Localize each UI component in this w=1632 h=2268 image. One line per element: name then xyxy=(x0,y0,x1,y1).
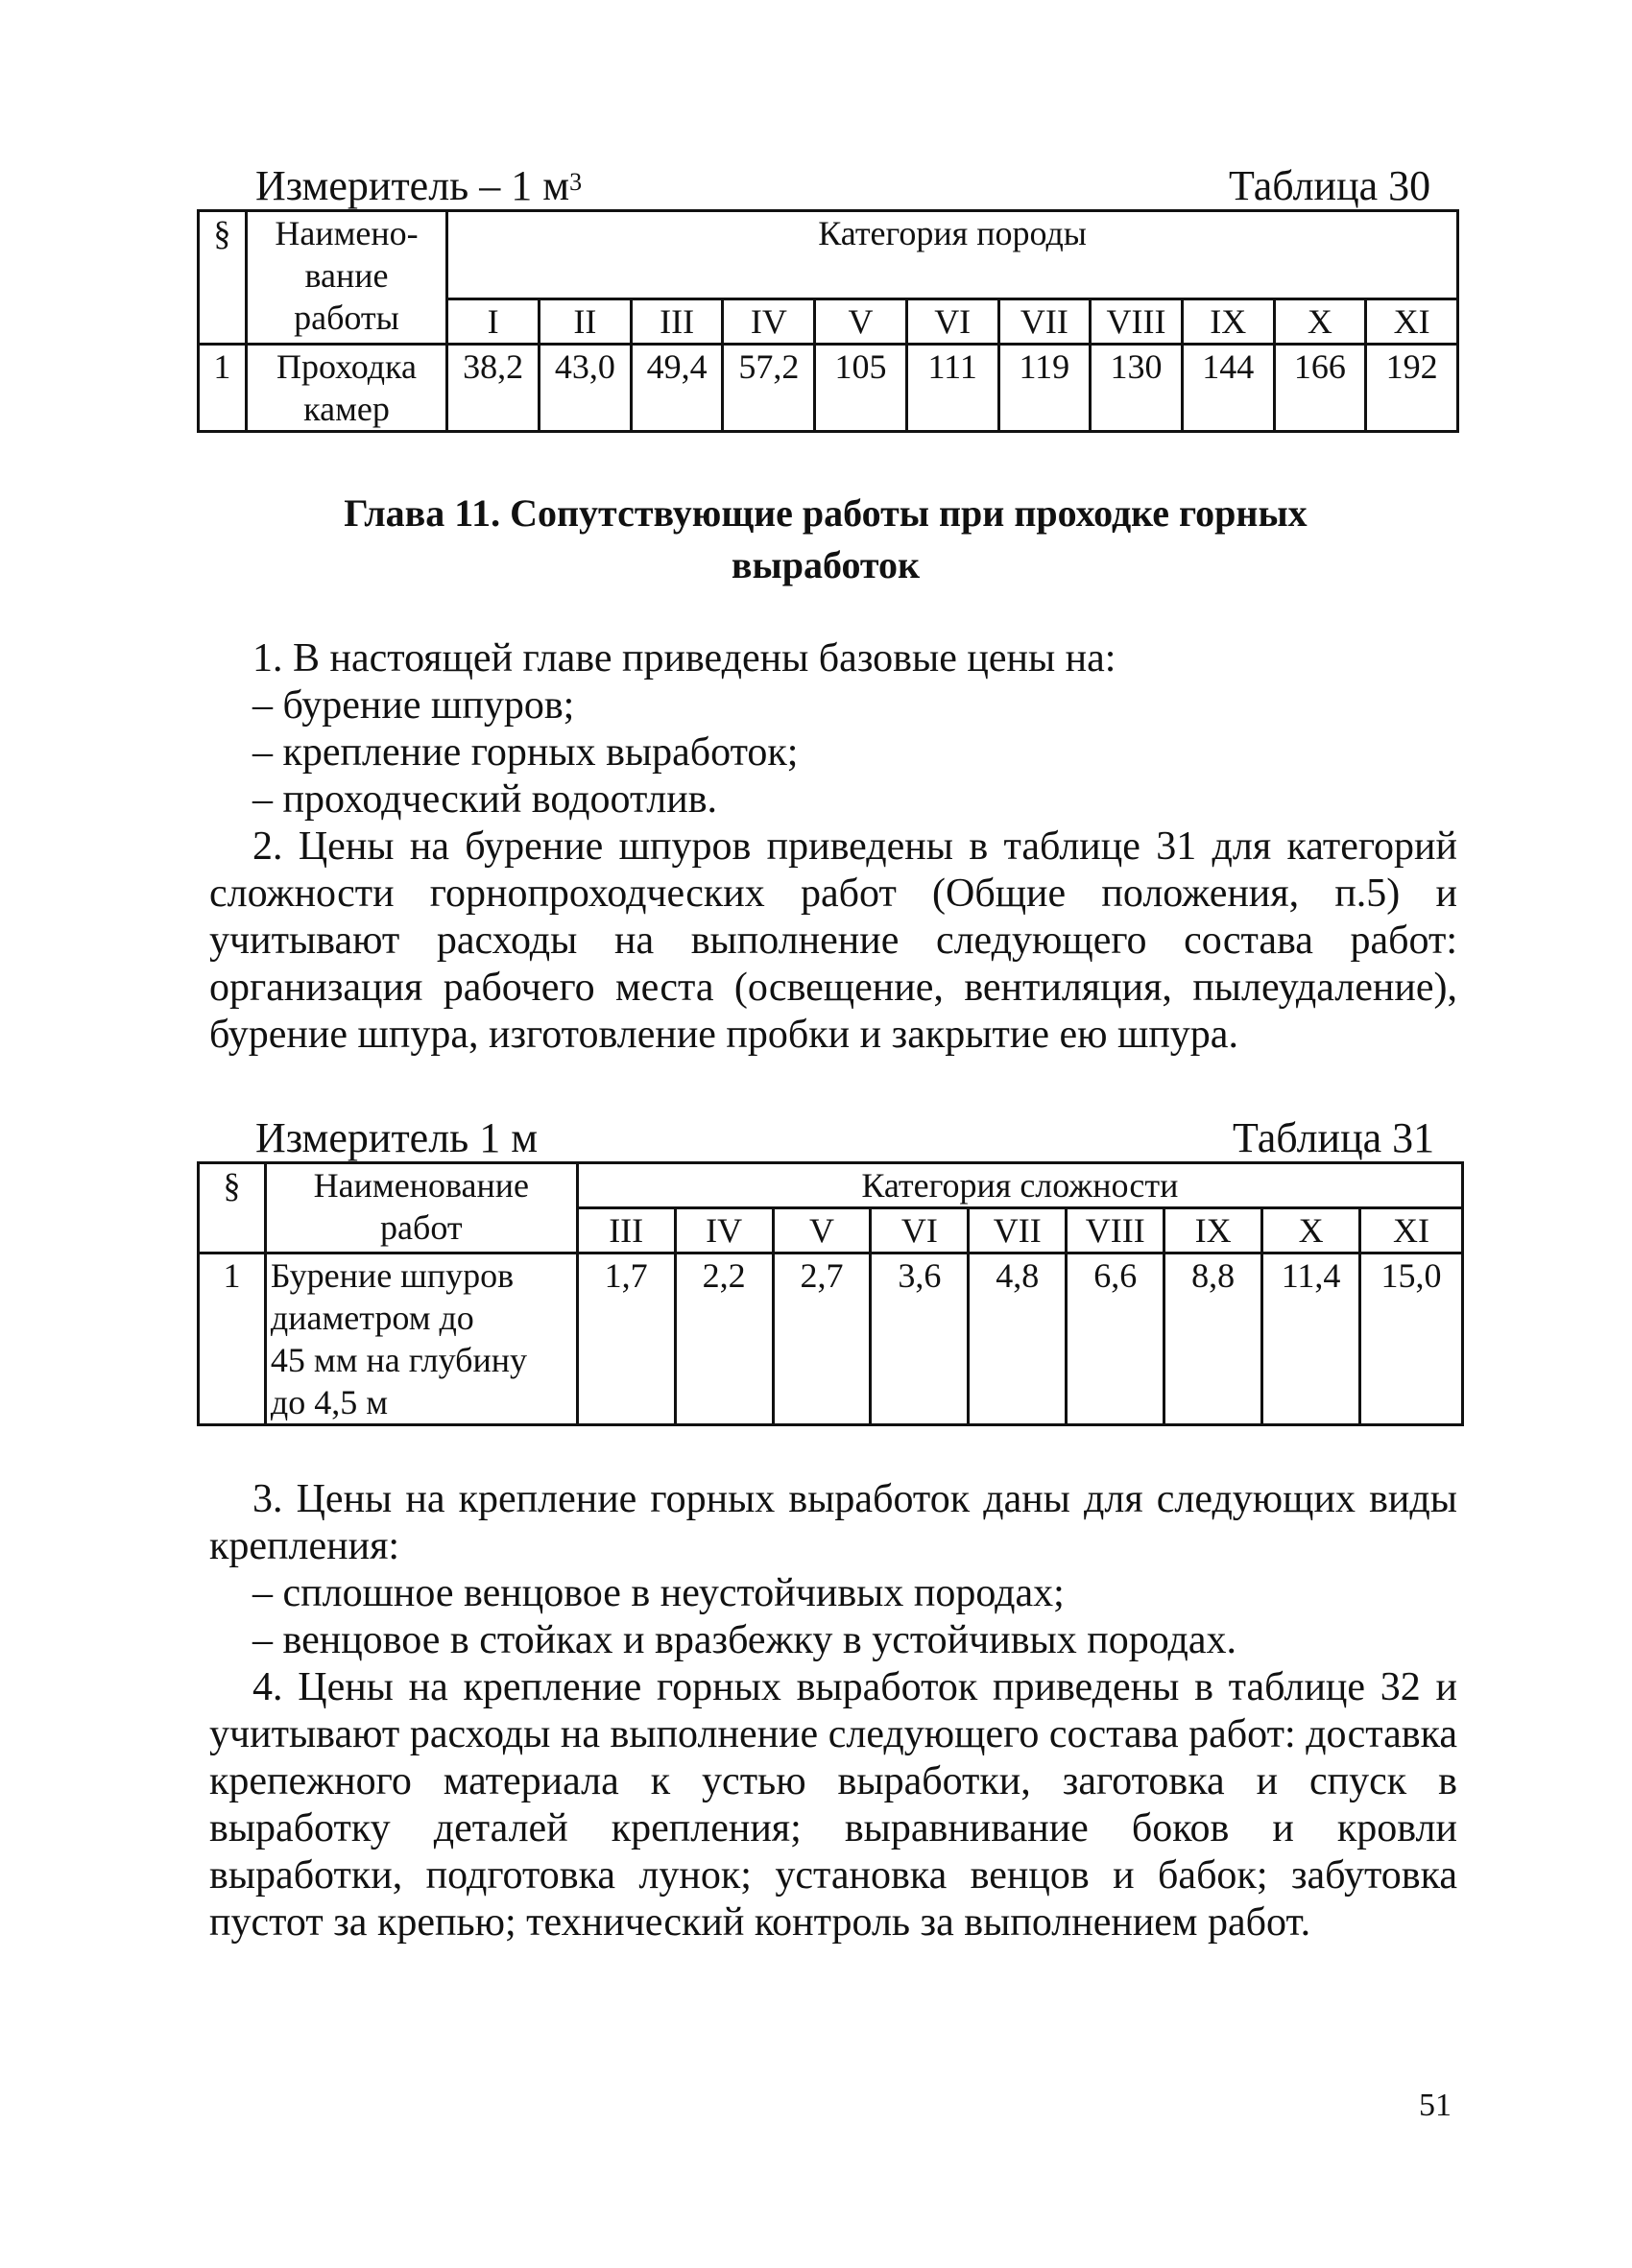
table31-value: 8,8 xyxy=(1164,1253,1262,1425)
table31-cat: VIII xyxy=(1067,1208,1164,1253)
table30-measure-text: Измеритель – 1 м xyxy=(255,162,570,209)
table30-cat: VIII xyxy=(1091,299,1183,345)
table31-label: Таблица 31 xyxy=(1233,1114,1435,1161)
section1-para2: 2. Цены на бурение шпуров приведены в таблице 31 для категорий сложности горнопроходческих работ (Общие положения, п.5) и учитывают расходы на выполнение следующего состава работ: организация рабочего места (освещение, вентиляция, пылеудаление), бурение шпура, изготовление пробки и закрытие ею шпура. xyxy=(209,824,1457,1057)
section2-item: – венцовое в стойках и вразбежку в устойчивых породах. xyxy=(252,1618,1237,1662)
table30-header-name-line3: работы xyxy=(294,298,399,337)
table30-value: 43,0 xyxy=(539,345,631,432)
table30-value: 49,4 xyxy=(631,345,723,432)
table31-cat: VII xyxy=(969,1208,1067,1253)
table30-row-name xyxy=(246,345,446,432)
section2-item: – сплошное венцовое в неустойчивых породах; xyxy=(252,1571,1065,1615)
table31-row-name-line1: Бурение шпуров xyxy=(270,1256,515,1295)
table31-cat: XI xyxy=(1360,1208,1463,1253)
table31-cat: III xyxy=(577,1208,675,1253)
table-row xyxy=(199,345,1458,432)
table30 xyxy=(197,209,1459,433)
section2-text xyxy=(209,1476,1457,1946)
table30-value: 144 xyxy=(1182,345,1274,432)
table31-cat: VI xyxy=(871,1208,969,1253)
table30-value: 57,2 xyxy=(723,345,815,432)
table31-cat: X xyxy=(1262,1208,1360,1253)
table31-header-num: § xyxy=(199,1163,266,1253)
table-row xyxy=(199,1253,1463,1425)
table30-cat: IV xyxy=(723,299,815,345)
table30-value: 166 xyxy=(1274,345,1366,432)
table31-header-name xyxy=(265,1163,577,1253)
table31-row-name-line2: диаметром до xyxy=(270,1299,474,1337)
table31-cat: IX xyxy=(1164,1208,1262,1253)
table30-cat: VII xyxy=(998,299,1091,345)
table31-value: 11,4 xyxy=(1262,1253,1360,1425)
table31-value: 3,6 xyxy=(871,1253,969,1425)
table31-cat: V xyxy=(773,1208,871,1253)
table30-cat: VI xyxy=(906,299,998,345)
table30-header-category: Категория породы xyxy=(447,211,1458,299)
table31-header-name-line1: Наименование xyxy=(313,1166,529,1205)
section1-item: – бурение шпуров; xyxy=(252,683,575,728)
table30-header-num: § xyxy=(199,211,247,345)
table30-measure xyxy=(255,161,582,211)
table30-value: 130 xyxy=(1091,345,1183,432)
table30-value: 105 xyxy=(815,345,907,432)
table30-value: 38,2 xyxy=(447,345,540,432)
table30-measure-sup: 3 xyxy=(569,168,583,196)
table30-cat: XI xyxy=(1366,299,1458,345)
table31-row-name xyxy=(265,1253,577,1425)
table31-header-name-line2: работ xyxy=(380,1208,463,1247)
table30-value: 192 xyxy=(1366,345,1458,432)
section1-intro: 1. В настоящей главе приведены базовые цены на: xyxy=(252,636,1116,680)
section1-item: – крепление горных выработок; xyxy=(252,730,799,775)
section2-para3: 3. Цены на крепление горных выработок даны для следующих виды крепления: xyxy=(209,1477,1457,1568)
page-number: 51 xyxy=(1419,2088,1452,2123)
table31-row-name-line4: до 4,5 м xyxy=(270,1383,389,1421)
table30-cat: IX xyxy=(1182,299,1274,345)
table30-value: 119 xyxy=(998,345,1091,432)
table30-row-num: 1 xyxy=(199,345,247,432)
table30-cat: III xyxy=(631,299,723,345)
table30-row-name-line1: Проходка xyxy=(276,347,417,386)
table30-value: 111 xyxy=(906,345,998,432)
table31-value: 2,7 xyxy=(773,1253,871,1425)
table30-cat: X xyxy=(1274,299,1366,345)
table31-measure: Измеритель 1 м xyxy=(255,1114,539,1161)
table31-value: 15,0 xyxy=(1360,1253,1463,1425)
table30-row-name-line2: камер xyxy=(303,390,390,428)
table31-value: 6,6 xyxy=(1067,1253,1164,1425)
table30-header-name-line2: вание xyxy=(304,256,389,295)
chapter-title xyxy=(211,488,1440,591)
table31-value: 2,2 xyxy=(675,1253,773,1425)
table30-label: Таблица 30 xyxy=(1229,162,1431,209)
chapter-title-line2: выработок xyxy=(731,543,921,586)
table31-row-num: 1 xyxy=(199,1253,266,1425)
table30-cat: V xyxy=(815,299,907,345)
table30-header-name xyxy=(246,211,446,345)
table31-value: 4,8 xyxy=(969,1253,1067,1425)
table31-value: 1,7 xyxy=(577,1253,675,1425)
table31-cat: IV xyxy=(675,1208,773,1253)
table30-cat: II xyxy=(539,299,631,345)
chapter-title-line1: Глава 11. Сопутствующие работы при проходке горных xyxy=(344,491,1308,535)
table30-cat: I xyxy=(447,299,540,345)
table31-header-category: Категория сложности xyxy=(577,1163,1462,1208)
table31 xyxy=(197,1161,1464,1426)
table30-header-name-line1: Наимено- xyxy=(275,214,419,252)
section1-text xyxy=(209,635,1457,1059)
table31-row-name-line3: 45 мм на глубину xyxy=(270,1341,527,1379)
section2-para4: 4. Цены на крепление горных выработок приведены в таблице 32 и учитывают расходы на выполнение следующего состава работ: доставка крепежного материала к устью выработки, заготовка и спуск в выработку деталей крепления; выравнивание боков и кровли выработки, подготовка лунок; установка венцов и бабок; забутовка пустот за крепью; технический контроль за выполнением работ. xyxy=(209,1665,1457,1945)
section1-item: – проходческий водоотлив. xyxy=(252,777,718,822)
